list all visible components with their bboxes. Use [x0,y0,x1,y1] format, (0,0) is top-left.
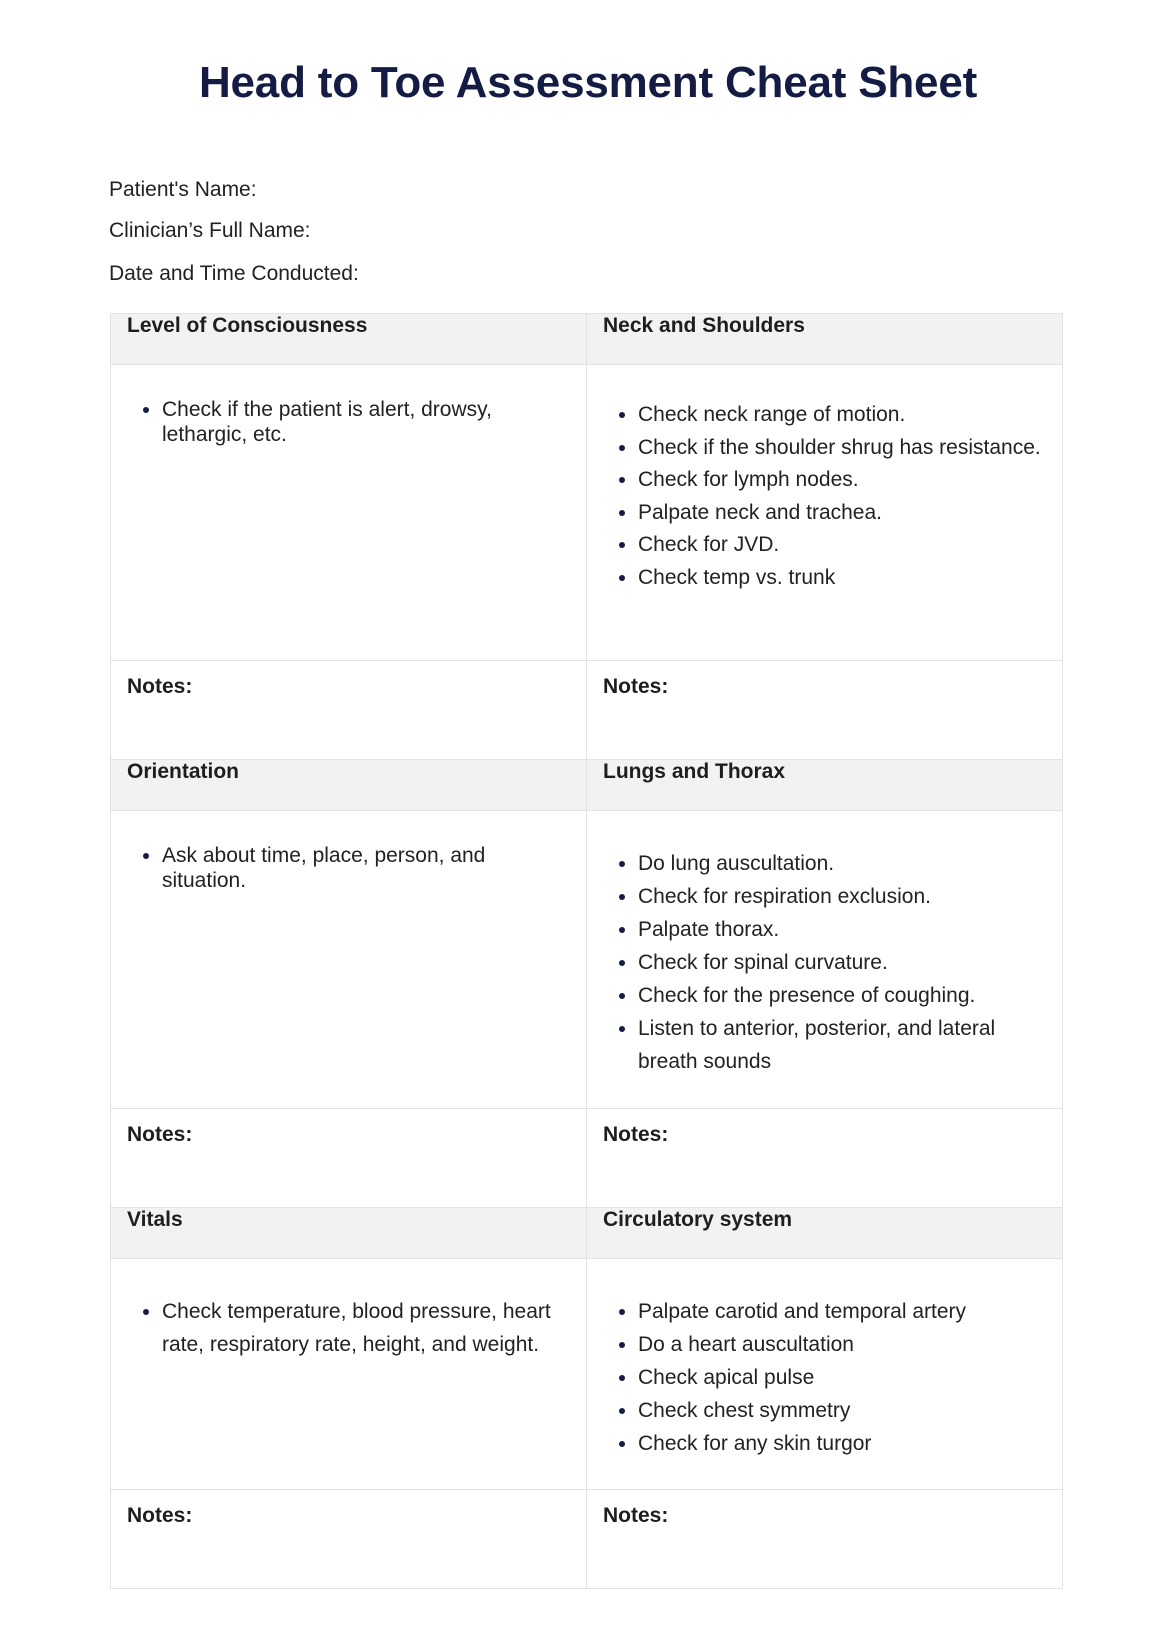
checklist [603,365,1046,594]
notes-label: Notes: [603,1123,669,1146]
section-header-row [111,760,1063,811]
section-heading-lungs-and-thorax: Lungs and Thorax [587,760,1063,811]
notes-field-lungs-and-thorax[interactable] [587,1109,1063,1208]
section-content-vitals [111,1259,587,1490]
section-content-row [111,365,1063,661]
notes-label: Notes: [127,675,193,698]
date-time-field[interactable]: Date and Time Conducted: [109,262,359,285]
checklist-item: • Do lung auscultation. [638,847,1046,880]
checklist-item: • Do a heart auscultation [638,1328,1046,1361]
checklist-item: • Check for spinal curvature. [638,946,1046,979]
notes-field-level-of-consciousness[interactable] [111,661,587,760]
checklist-item: • Check apical pulse [638,1361,1046,1394]
notes-field-vitals[interactable] [111,1490,587,1589]
notes-label: Notes: [603,1504,669,1527]
patient-info-fields [109,178,359,303]
checklist-item: • Check for JVD. [638,529,1046,562]
checklist-item: • Listen to anterior, posterior, and lateral breath sounds [638,1012,1046,1078]
checklist-item: • Check for the presence of coughing. [638,979,1046,1012]
checklist-item: • Check for respiration exclusion. [638,880,1046,913]
section-heading-circulatory-system: Circulatory system [587,1208,1063,1259]
checklist-item: • Palpate thorax. [638,913,1046,946]
notes-field-orientation[interactable] [111,1109,587,1208]
checklist-item: • Check if the shoulder shrug has resistance. [638,432,1046,465]
section-header-row [111,1208,1063,1259]
checklist [127,365,570,447]
notes-label: Notes: [127,1123,193,1146]
section-content-row [111,811,1063,1109]
checklist-item: • Palpate carotid and temporal artery [638,1295,1046,1328]
checklist [603,1259,1046,1460]
checklist [127,811,570,893]
notes-row [111,661,1063,760]
notes-field-circulatory-system[interactable] [587,1490,1063,1589]
checklist-item: • Check temperature, blood pressure, heart rate, respiratory rate, height, and weight. [162,1295,570,1361]
notes-label: Notes: [603,675,669,698]
section-header-row [111,314,1063,365]
section-heading-orientation: Orientation [111,760,587,811]
section-content-lungs-and-thorax [587,811,1063,1109]
section-content-neck-and-shoulders [587,365,1063,661]
assessment-table [110,313,1063,1589]
checklist-item: • Palpate neck and trachea. [638,497,1046,530]
section-content-row [111,1259,1063,1490]
checklist [603,811,1046,1078]
notes-field-neck-and-shoulders[interactable] [587,661,1063,760]
section-content-level-of-consciousness [111,365,587,661]
checklist-item: • Check chest symmetry [638,1394,1046,1427]
checklist-item: • Check neck range of motion. [638,399,1046,432]
checklist [127,1259,570,1361]
section-content-orientation [111,811,587,1109]
checklist-item: • Check if the patient is alert, drowsy, lethargic, etc. [162,397,570,447]
notes-row [111,1109,1063,1208]
notes-row [111,1490,1063,1589]
section-heading-neck-and-shoulders: Neck and Shoulders [587,314,1063,365]
page-title: Head to Toe Assessment Cheat Sheet [198,58,978,107]
clinician-name-field[interactable]: Clinician’s Full Name: [109,219,311,242]
checklist-item: • Check for any skin turgor [638,1427,1046,1460]
notes-label: Notes: [127,1504,193,1527]
section-heading-level-of-consciousness: Level of Consciousness [111,314,587,365]
patient-name-field[interactable]: Patient's Name: [109,178,257,201]
checklist-item: • Check for lymph nodes. [638,464,1046,497]
section-heading-vitals: Vitals [111,1208,587,1259]
section-content-circulatory-system [587,1259,1063,1490]
checklist-item: • Check temp vs. trunk [638,562,1046,595]
checklist-item: • Ask about time, place, person, and situation. [162,843,570,893]
